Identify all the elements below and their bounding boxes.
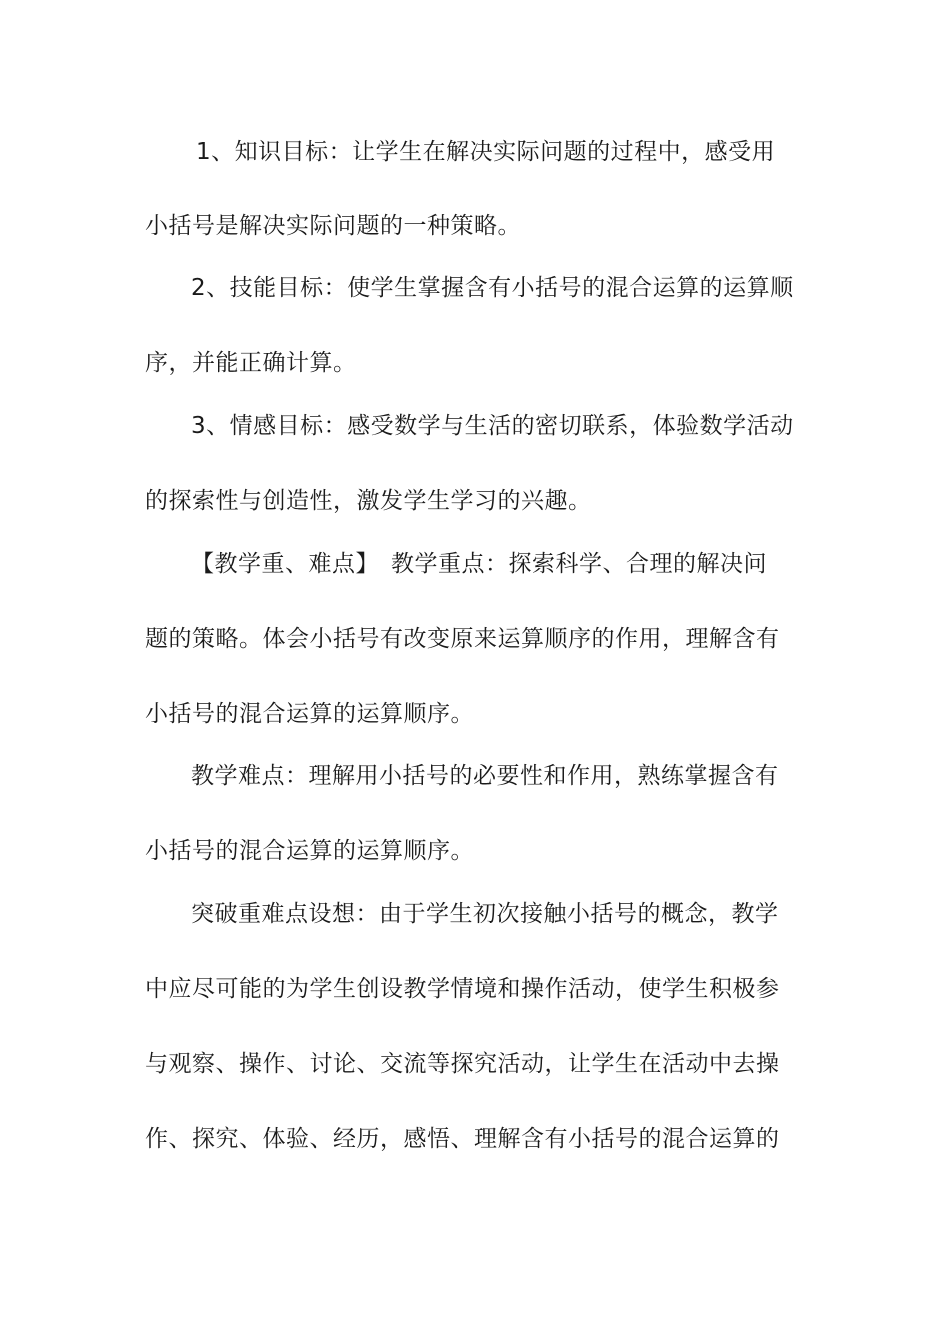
text-line: 3、情感目标：感受数学与生活的密切联系，体验数学活动 bbox=[191, 413, 794, 439]
text-line: 的探索性与创造性，激发学生学习的兴趣。 bbox=[145, 488, 592, 514]
text-line: 与观察、操作、讨论、交流等探究活动，让学生在活动中去操 bbox=[145, 1051, 780, 1077]
text-line: 小括号的混合运算的运算顺序。 bbox=[145, 838, 474, 864]
text-line: 中应尽可能的为学生创设教学情境和操作活动，使学生积极参 bbox=[145, 976, 780, 1002]
text-line: 2、技能目标：使学生掌握含有小括号的混合运算的运算顺 bbox=[191, 275, 794, 301]
text-line: 序，并能正确计算。 bbox=[145, 350, 357, 376]
text-line: 突破重难点设想：由于学生初次接触小括号的概念，教学 bbox=[191, 901, 779, 927]
text-line: 小括号的混合运算的运算顺序。 bbox=[145, 701, 474, 727]
text-line: 作、探究、体验、经历，感悟、理解含有小括号的混合运算的 bbox=[145, 1126, 780, 1152]
text-line: 1、知识目标：让学生在解决实际问题的过程中，感受用 bbox=[196, 139, 776, 165]
text-line: 【教学重、难点】 教学重点：探索科学、合理的解决问 bbox=[191, 551, 767, 577]
text-line: 教学难点：理解用小括号的必要性和作用，熟练掌握含有 bbox=[191, 763, 779, 789]
text-line: 小括号是解决实际问题的一种策略。 bbox=[145, 213, 521, 239]
text-line: 题的策略。体会小括号有改变原来运算顺序的作用，理解含有 bbox=[145, 626, 780, 652]
